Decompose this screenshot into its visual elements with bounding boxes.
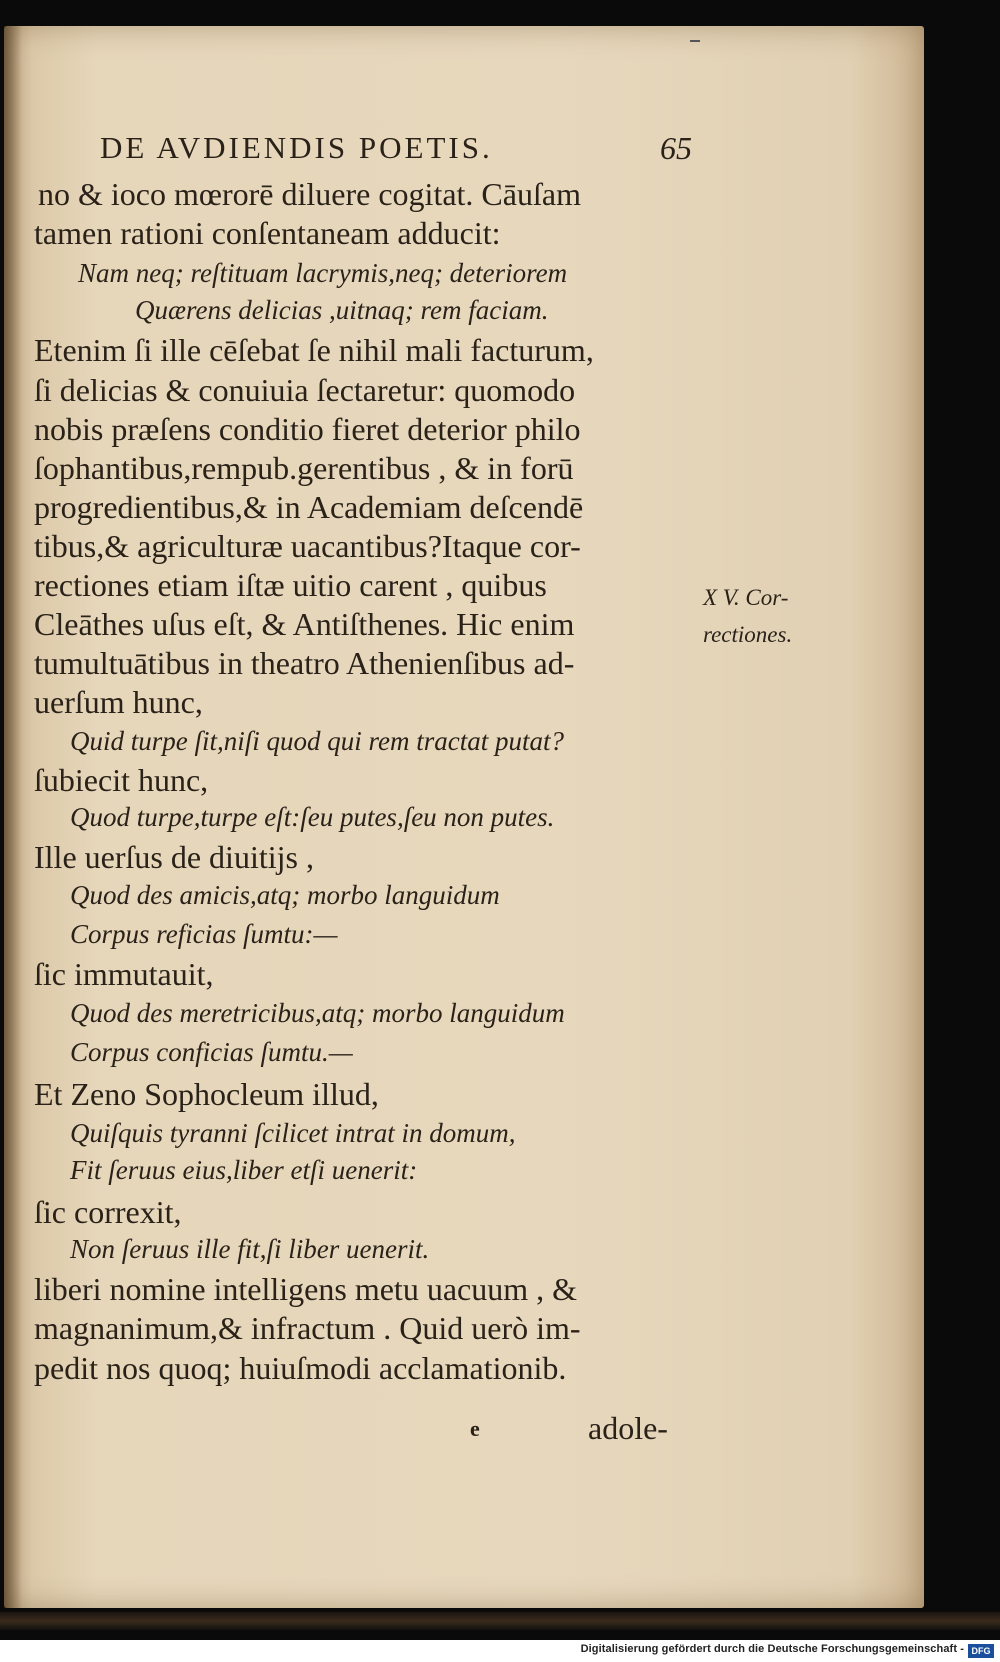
margin-note-line-1: X V. Cor- (703, 585, 789, 610)
dfg-logo: DFG (968, 1644, 994, 1658)
credit-bar (0, 1640, 1000, 1662)
text-line: no & ioco mœrorē diluere cogitat. Cāuſam (38, 176, 581, 212)
text-line: Ille uerſus de diuitijs , (34, 839, 314, 875)
verse-line: Fit ſeruus eius,liber etſi uenerit: (70, 1155, 418, 1185)
text-line: uerſum hunc, (34, 684, 203, 720)
gutter-shadow (4, 26, 22, 1608)
verse-line: Quid turpe ſit,niſi quod qui rem tractat putat? (70, 726, 564, 756)
margin-note-line-2: rectiones. (703, 622, 793, 647)
running-head: DE AVDIENDIS POETIS. (100, 130, 493, 165)
verse-line: Nam neq; reſtituam lacrymis,neq; deteriorem (78, 258, 568, 288)
verse-line: Non ſeruus ille fit,ſi liber uenerit. (70, 1234, 430, 1264)
text-line: pedit nos quoq; huiuſmodi acclamationib. (34, 1350, 567, 1386)
page-number: 65 (660, 130, 692, 166)
verse-line: Corpus reficias ſumtu:— (70, 919, 338, 949)
text-line: nobis præſens conditio fieret deterior philo (34, 411, 581, 447)
bottom-edge (0, 1612, 1000, 1630)
credit-text: Digitalisierung gefördert durch die Deutsche Forschungsgemeinschaft - (580, 1643, 964, 1655)
text-line: rectiones etiam iſtæ uitio carent , quibus (34, 567, 547, 603)
text-line: ſic immutauit, (34, 956, 214, 992)
text-line: ſic correxit, (34, 1194, 182, 1230)
page-mark (690, 40, 700, 42)
signature-mark: e (470, 1416, 480, 1441)
text-line: tibus,& agriculturæ uacantibus?Itaque cor- (34, 528, 581, 564)
verse-line: Quod des amicis,atq; morbo languidum (70, 880, 500, 910)
verse-line: Quod des meretricibus,atq; morbo languidum (70, 998, 565, 1028)
text-line: liberi nomine intelligens metu uacuum , & (34, 1271, 577, 1307)
text-line: tamen rationi conſentaneam adducit: (34, 215, 501, 251)
verse-line: Corpus conficias ſumtu.— (70, 1037, 353, 1067)
text-line: ſophantibus,rempub.gerentibus , & in forū (34, 450, 574, 486)
text-line: tumultuātibus in theatro Athenienſibus ad- (34, 645, 575, 681)
text-line: progredientibus,& in Academiam deſcendē (34, 489, 584, 525)
text-line: Cleāthes uſus eſt, & Antiſthenes. Hic enim (34, 606, 575, 642)
text-line: Etenim ſi ille cēſebat ſe nihil mali facturum, (34, 332, 594, 368)
verse-line: Quod turpe,turpe eſt:ſeu putes,ſeu non putes. (70, 802, 555, 832)
text-line: magnanimum,& infractum . Quid uerò im- (34, 1310, 581, 1346)
catchword: adole- (588, 1410, 668, 1446)
text-line: ſi delicias & conuiuia ſectaretur: quomodo (34, 372, 576, 408)
text-line: Et Zeno Sophocleum illud, (34, 1076, 379, 1112)
text-line: ſubiecit hunc, (34, 762, 209, 798)
verse-line: Quærens delicias ,uitnaq; rem faciam. (135, 295, 549, 325)
verse-line: Quiſquis tyranni ſcilicet intrat in domum, (70, 1118, 516, 1148)
